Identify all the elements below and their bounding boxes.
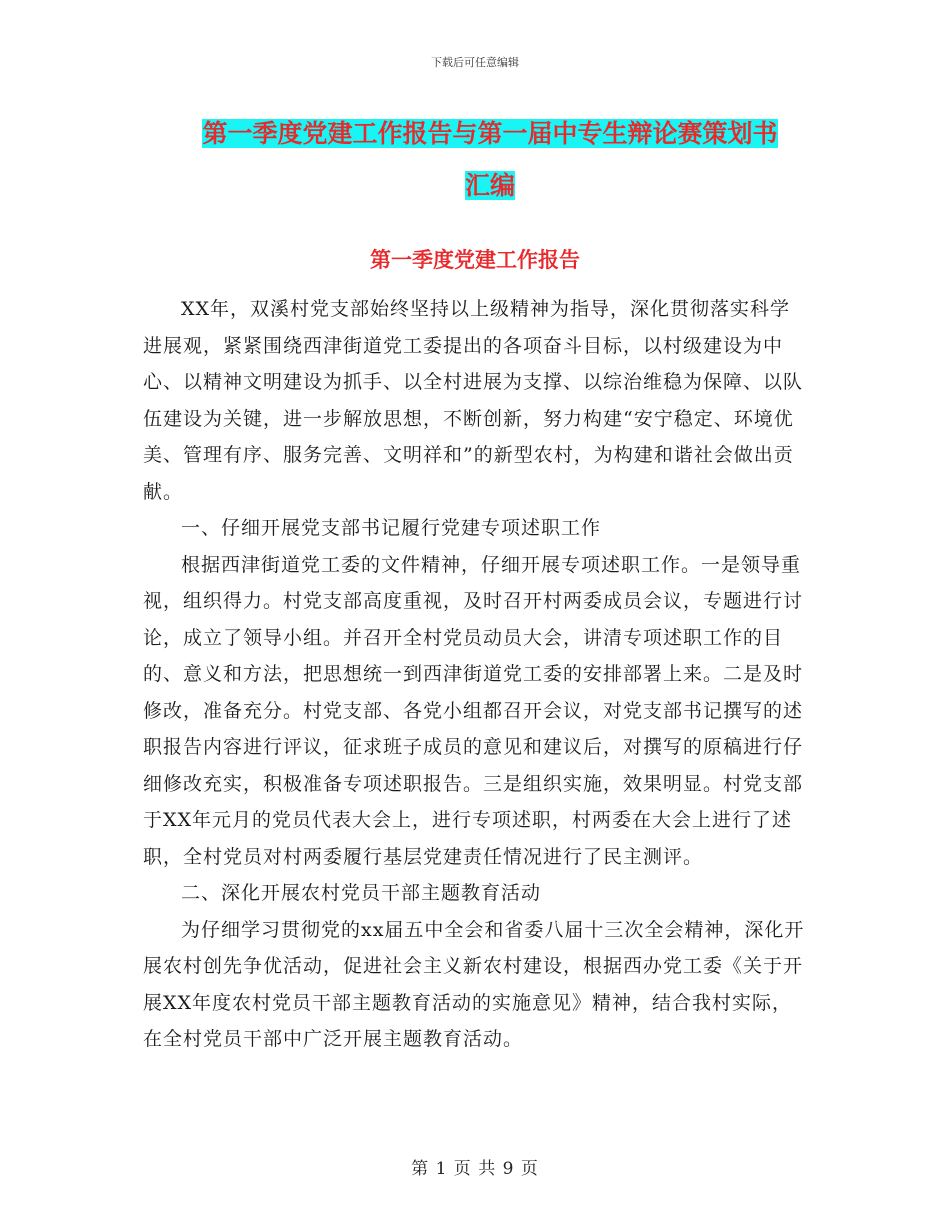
heading-two: 二、深化开展农村党员干部主题教育活动 xyxy=(181,882,542,904)
paragraph-two: 为仔细学习贯彻党的xx届五中全会和省委八届十三次全会精神，深化开展农村创先争优活动，促进社会主义新农村建设，根据西办党工委《关于开展XX年度农村党员干部主题教育活动的实施意见》精神，结合我村实际，在全村党员干部中广泛开展主题教育活动。 xyxy=(143,918,805,1050)
document-title-line1: 第一季度党建工作报告与第一届中专生辩论赛策划书 xyxy=(202,119,778,148)
header-note: 下载后可任意编辑 xyxy=(431,56,519,69)
document-title-line2: 汇编 xyxy=(464,171,515,200)
heading-one: 一、仔细开展党支部书记履行党建专项述职工作 xyxy=(181,517,602,539)
page-number: 第 1 页 共 9 页 xyxy=(411,1159,539,1179)
document-body xyxy=(143,291,808,1058)
document-title xyxy=(140,108,840,212)
paragraph-intro: XX年，双溪村党支部始终坚持以上级精神为指导，深化贯彻落实科学进展观，紧紧围绕西津街道党工委提出的各项奋斗目标，以村级建设为中心、以精神文明建设为抓手、以全村进展为支撑、以综治维稳为保障、以队伍建设为关键，进一步解放思想，不断创新，努力构建“安宁稳定、环境优美、管理有序、服务完善、文明祥和”的新型农村，为构建和谐社会做出贡献。 xyxy=(143,298,804,503)
paragraph-one: 根据西津街道党工委的文件精神，仔细开展专项述职工作。一是领导重视，组织得力。村党支部高度重视，及时召开村两委成员会议，专题进行讨论，成立了领导小组。并召开全村党员动员大会，讲清专项述职工作的目的、意义和方法，把思想统一到西津街道党工委的安排部署上来。二是及时修改，准备充分。村党支部、各党小组都召开会议，对党支部书记撰写的述职报告内容进行评议，征求班子成员的意见和建议后，对撰写的原稿进行仔细修改充实，积极准备专项述职报告。三是组织实施，效果明显。村党支部于XX年元月的党员代表大会上，进行专项述职，村两委在大会上进行了述职，全村党员对村两委履行基层党建责任情况进行了民主测评。 xyxy=(143,553,804,868)
section-title: 第一季度党建工作报告 xyxy=(370,248,580,272)
